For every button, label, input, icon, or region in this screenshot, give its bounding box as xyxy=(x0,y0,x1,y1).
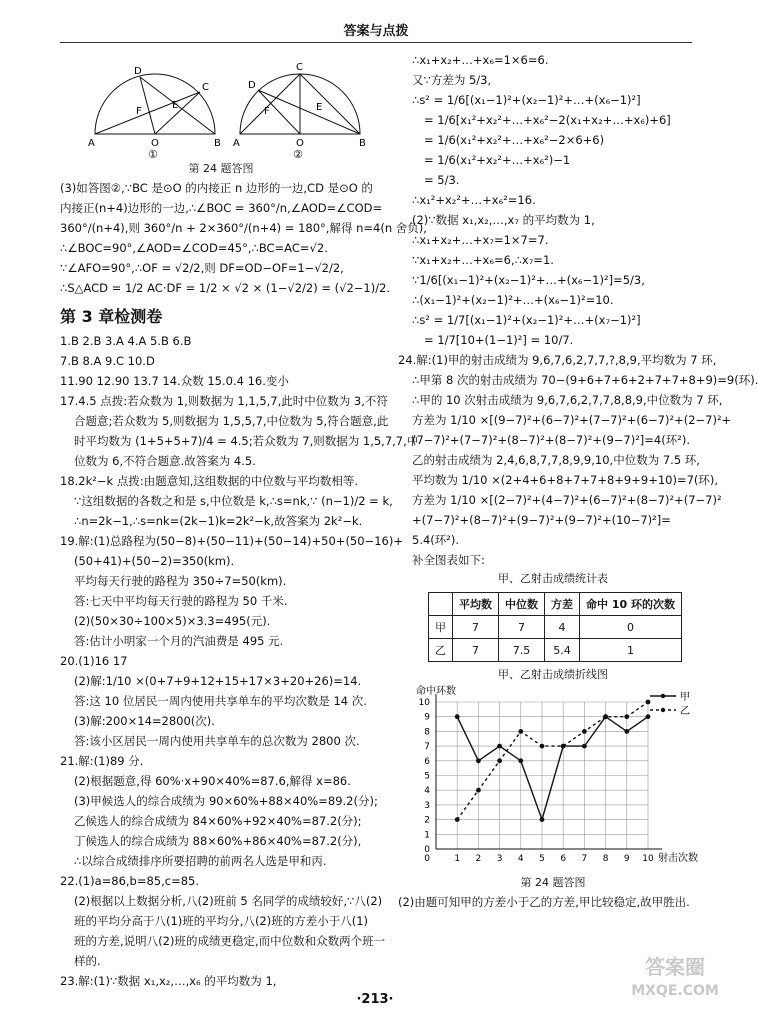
legend-marker xyxy=(661,708,665,712)
table-cell: 7.5 xyxy=(499,639,545,662)
fig2-label-a: A xyxy=(233,138,240,149)
series-point-1 xyxy=(497,758,502,763)
answer-line: ∴甲第 8 次的射击成绩为 70−(9+6+7+6+2+7+7+8+9)=9(环). xyxy=(412,373,758,387)
x-tick-label: 5 xyxy=(539,854,545,864)
x-tick-label: 10 xyxy=(642,854,654,864)
x-tick-label: 9 xyxy=(623,854,630,864)
y-tick-label: 2 xyxy=(424,815,430,826)
table-cell: 0 xyxy=(580,616,682,639)
series-point-0 xyxy=(624,729,629,734)
answer-line: ∵这组数据的各数之和是 s,中位数是 k,∴s=nk,∵ (n−1)/2 = k, xyxy=(74,494,393,508)
answer-line: (2)解:1/10 ×(0+7+9+12+15+17×3+20+26)=14. xyxy=(74,674,362,688)
answer-line: (3)甲候选人的综合成绩为 90×60%+88×40%=89.2(分); xyxy=(74,794,378,808)
figure-one xyxy=(88,66,221,161)
figure-two xyxy=(233,62,366,161)
x-tick-label: 7 xyxy=(581,854,588,864)
answer-line: 平均数为 1/10 ×(2+4+6+8+7+7+8+9+9+10)=7(环), xyxy=(412,473,719,487)
answer-line: 方差为 1/10 ×[(2−7)²+(4−7)²+(6−7)²+(8−7)²+(7−7)² xyxy=(412,493,722,507)
answer-line: (50+41)+(50−2)=350(km). xyxy=(74,554,235,568)
table-header-cell: 平均数 xyxy=(453,593,499,616)
x-axis-label: 射击次数 xyxy=(658,853,698,864)
answer-line: (2)根据题意,得 60%·x+90×40%=87.6,解得 x=86. xyxy=(74,774,351,788)
answer-line: ∵∠AFO=90°,∴OF = √2/2,则 DF=OD−OF=1−√2/2, xyxy=(60,261,344,275)
fig2-label-d: D xyxy=(248,80,256,91)
answer-line: +(7−7)²+(8−7)²+(9−7)²+(9−7)²+(10−7)²]= xyxy=(412,513,671,527)
answer-line: 乙的射击成绩为 2,4,6,8,7,7,8,9,9,10,中位数为 7.5 环, xyxy=(412,453,700,467)
series-point-1 xyxy=(646,700,651,705)
answer-line: 22.(1)a=86,b=85,c=85. xyxy=(60,874,200,888)
x-tick-label: 6 xyxy=(560,854,567,864)
y-tick-label: 1 xyxy=(424,830,430,841)
y-tick-label: 10 xyxy=(418,698,430,708)
y-axis-label: 命中环数 xyxy=(416,686,456,697)
answer-line: 19.解:(1)总路程为(50−8)+(50−11)+(50−14)+50+(50−16)+ xyxy=(60,534,403,548)
series-point-0 xyxy=(497,744,502,749)
answer-line: 360°/(n+4),则 360°/n + 2×360°/(n+4) = 180°,解得 n=4(n 舍负), xyxy=(60,221,427,235)
series-point-1 xyxy=(624,714,629,719)
y-tick-label: 8 xyxy=(424,727,430,738)
answer-line: = 5/3. xyxy=(424,173,460,187)
answer-line: 样的. xyxy=(74,954,101,968)
score-stats-table xyxy=(428,592,682,662)
x-tick-label: 2 xyxy=(475,854,482,864)
series-point-0 xyxy=(476,758,481,763)
answer-line: (2)(50×30÷100×5)×3.3=495(元). xyxy=(74,614,271,628)
x-tick-label: 8 xyxy=(602,854,609,864)
series-point-1 xyxy=(455,817,460,822)
series-point-0 xyxy=(518,758,523,763)
y-tick-label: 5 xyxy=(424,771,430,782)
answer-line: 17.4.5 点拨:若众数为 1,则数据为 1,1,5,7,此时中位数为 3,不符 xyxy=(60,394,388,408)
x-tick-label: 1 xyxy=(454,854,461,864)
y-tick-label: 4 xyxy=(424,786,430,797)
left-column xyxy=(60,50,427,991)
answer-line: 补全图表如下: xyxy=(412,553,485,567)
watermark-text: 答案圈 xyxy=(645,955,705,979)
answer-line: 合题意;若众数为 5,则数据为 1,5,5,7,中位数为 5,符合题意,此 xyxy=(74,414,389,428)
chart-title: 甲、乙射击成绩折线图 xyxy=(498,668,608,681)
answer-line: 答:这 10 位居民一周内使用共享单车的平均次数是 14 次. xyxy=(74,694,367,708)
x-tick-label: 4 xyxy=(517,854,524,864)
answer-line: 5.4(环²). xyxy=(412,533,460,547)
fig2-label-c: C xyxy=(296,62,303,73)
answer-line: 乙候选人的综合成绩为 84×60%+92×40%=87.2(分); xyxy=(74,814,362,828)
answer-line: (2)根据以上数据分析,八(2)班前 5 名同学的成绩较好,∵八(2) xyxy=(74,894,383,908)
fig1-label-a: A xyxy=(88,138,95,149)
semicircle-figures xyxy=(60,54,382,160)
line-chart xyxy=(398,684,708,874)
series-point-1 xyxy=(540,744,545,749)
answer-line: 18.2k²−k 点拨:由题意知,这组数据的中位数与平均数相等. xyxy=(60,474,359,488)
answer-line: 班的方差,说明八(2)班的成绩更稳定,而中位数和众数两个班一 xyxy=(74,934,386,948)
fig2-number: ② xyxy=(293,148,303,161)
table-header-cell: 方差 xyxy=(545,593,580,616)
answer-line: 答:该小区居民一周内使用共享单车的总次数为 2800 次. xyxy=(74,734,360,748)
answer-line: 11.90 12.90 13.7 14.众数 15.0.4 16.变小 xyxy=(60,374,289,388)
answer-line: 丁候选人的综合成绩为 88×60%+86×40%=87.2(分), xyxy=(74,834,362,848)
series-point-1 xyxy=(582,729,587,734)
answer-line: (2)由题可知甲的方差小于乙的方差,甲比较稳定,故甲胜出. xyxy=(398,895,690,909)
answer-line: ∴n=2k−1,∴s=nk=(2k−1)k=2k²−k,故答案为 2k²−k. xyxy=(74,514,363,528)
answer-line: 内接正(n+4)边形的一边,∴∠BOC = 360°/n,∠AOD=∠COD= xyxy=(60,201,383,215)
table-cell: 甲 xyxy=(429,616,453,639)
answer-line: ∵x₁+x₂+…+x₆=6,∴x₇=1. xyxy=(412,253,554,267)
answer-line: 20.(1)16 17 xyxy=(60,654,128,668)
table-cell: 5.4 xyxy=(545,639,580,662)
y-tick-label: 6 xyxy=(424,756,430,767)
y-tick-label: 3 xyxy=(424,800,430,811)
answer-line: (3)解:200×14=2800(次). xyxy=(74,714,215,728)
line-chart-container xyxy=(398,684,708,874)
fig1-label-f: F xyxy=(136,106,142,117)
legend-label: 乙 xyxy=(680,706,690,717)
fig1-label-d: D xyxy=(134,66,142,77)
series-point-1 xyxy=(518,729,523,734)
table-cell: 7 xyxy=(499,616,545,639)
answer-line: = 1/6(x₁²+x₂²+…+x₆²−2×6+6) xyxy=(424,133,605,147)
legend-marker xyxy=(661,694,665,698)
figure-caption: 第 24 题答图 xyxy=(188,162,254,175)
table-row xyxy=(429,616,682,639)
answer-line: 1.B 2.B 3.A 4.A 5.B 6.B xyxy=(60,334,192,348)
fig1-number: ① xyxy=(148,148,158,161)
answer-line: ∴(x₁−1)²+(x₂−1)²+…+(x₆−1)²=10. xyxy=(412,293,614,307)
table-cell: 1 xyxy=(580,639,682,662)
answer-line: ∴以综合成绩排序所要招聘的前两名人选是甲和丙. xyxy=(74,854,327,868)
fig2-label-o: O xyxy=(296,138,304,149)
answer-line: 平均每天行驶的路程为 350÷7=50(km). xyxy=(74,574,287,588)
answer-line: 23.解:(1)∵数据 x₁,x₂,…,x₆ 的平均数为 1, xyxy=(60,974,277,988)
series-point-0 xyxy=(582,744,587,749)
answer-line: ∴s² = 1/6[(x₁−1)²+(x₂−1)²+…+(x₆−1)²] xyxy=(412,93,641,107)
answer-line: 位数为 6,不符合题意.故答案为 4.5. xyxy=(74,454,256,468)
table-header-cell: 命中 10 环的次数 xyxy=(580,593,682,616)
table-header-cell xyxy=(429,593,453,616)
series-line-0 xyxy=(457,717,648,820)
header-rule xyxy=(60,42,692,43)
answer-line: ∴x₁²+x₂²+…+x₆²=16. xyxy=(412,193,536,207)
series-point-1 xyxy=(561,744,566,749)
answer-line: ∵1/6[(x₁−1)²+(x₂−1)²+…+(x₆−1)²]=5/3, xyxy=(412,273,645,287)
answer-line: ∴x₁+x₂+…+x₆=1×6=6. xyxy=(412,53,549,67)
table-row xyxy=(429,639,682,662)
answer-line: (3)如答图②,∵BC 是⊙O 的内接正 n 边形的一边,CD 是⊙O 的 xyxy=(60,181,373,195)
section-title: 第 3 章检测卷 xyxy=(60,307,163,326)
answer-line: 答:七天中平均每天行驶的路程为 50 千米. xyxy=(74,594,288,608)
fig2-label-f: F xyxy=(264,106,270,117)
answer-line: 方差为 1/10 ×[(9−7)²+(6−7)²+(7−7)²+(6−7)²+(2−7)²+ xyxy=(412,413,732,427)
answer-line: ∴x₁+x₂+…+x₇=1×7=7. xyxy=(412,233,549,247)
table-header-cell: 中位数 xyxy=(499,593,545,616)
fig1-label-o: O xyxy=(151,138,159,149)
table-cell: 7 xyxy=(453,639,499,662)
legend-label: 甲 xyxy=(680,692,690,703)
series-point-1 xyxy=(603,714,608,719)
answer-line: ∴s² = 1/7[(x₁−1)²+(x₂−1)²+…+(x₇−1)²] xyxy=(412,313,641,327)
answer-line: = 1/7[10+(1−1)²] = 10/7. xyxy=(424,333,574,347)
table-cell: 4 xyxy=(545,616,580,639)
geometry-figures xyxy=(60,50,382,160)
answer-line: 24.解:(1)甲的射击成绩为 9,6,7,6,2,7,7,?,8,9,平均数为 7 环, xyxy=(398,353,717,367)
y-tick-label: 9 xyxy=(424,712,430,723)
answer-line: (2)∵数据 x₁,x₂,…,x₇ 的平均数为 1, xyxy=(412,213,595,227)
answer-line: 答:估计小明家一个月的汽油费是 495 元. xyxy=(74,634,284,648)
series-point-0 xyxy=(455,714,460,719)
answer-line: 班的平均分高于八(1)班的平均分,八(2)班的方差小于八(1) xyxy=(74,914,369,928)
answer-line: = 1/6[x₁²+x₂²+…+x₆²−2(x₁+x₂+…+x₆)+6] xyxy=(424,113,671,127)
answer-line: 21.解:(1)89 分. xyxy=(60,754,144,768)
page-header: 答案与点拨 xyxy=(343,24,409,39)
right-column xyxy=(398,50,758,912)
answer-line: 又∵方差为 5/3, xyxy=(412,73,492,87)
table-title: 甲、乙射击成绩统计表 xyxy=(498,572,608,585)
answer-line: ∴∠BOC=90°,∠AOD=∠COD=45°,∴BC=AC=√2. xyxy=(60,241,328,255)
fig2-label-b: B xyxy=(359,138,366,149)
answer-line: 7.B 8.A 9.C 10.D xyxy=(60,354,155,368)
fig1-label-c: C xyxy=(202,82,209,93)
fig2-label-e: E xyxy=(316,102,323,113)
table-cell: 7 xyxy=(453,616,499,639)
answer-line: = 1/6(x₁²+x₂²+…+x₆²)−1 xyxy=(424,153,571,167)
origin-label: 0 xyxy=(424,854,430,864)
fig1-label-b: B xyxy=(214,138,221,149)
answer-line: 时平均数为 (1+5+5+7)/4 = 4.5;若众数为 7,则数据为 1,5,7,7,中 xyxy=(74,434,419,448)
series-point-0 xyxy=(646,714,651,719)
table-header-row xyxy=(429,593,682,616)
table-cell: 乙 xyxy=(429,639,453,662)
x-tick-label: 3 xyxy=(496,854,503,864)
series-point-1 xyxy=(476,788,481,793)
answer-line: ∴甲的 10 次射击成绩为 9,6,7,6,2,7,7,8,8,9,中位数为 7 环, xyxy=(412,393,723,407)
chart-caption: 第 24 题答图 xyxy=(520,876,586,889)
answer-line: (7−7)²+(7−7)²+(8−7)²+(8−7)²+(9−7)²]=4(环²). xyxy=(412,433,690,447)
watermark-url: MXQE.COM xyxy=(631,983,719,999)
series-point-0 xyxy=(540,817,545,822)
fig1-label-e: E xyxy=(172,100,179,111)
page-number: ·213· xyxy=(356,992,394,1007)
y-tick-label: 7 xyxy=(424,742,430,753)
answer-line: ∴S△ACD = 1/2 AC·DF = 1/2 × √2 × (1−√2/2) = (√2−1)/2. xyxy=(60,281,391,295)
y-tick-label: 0 xyxy=(424,845,430,855)
